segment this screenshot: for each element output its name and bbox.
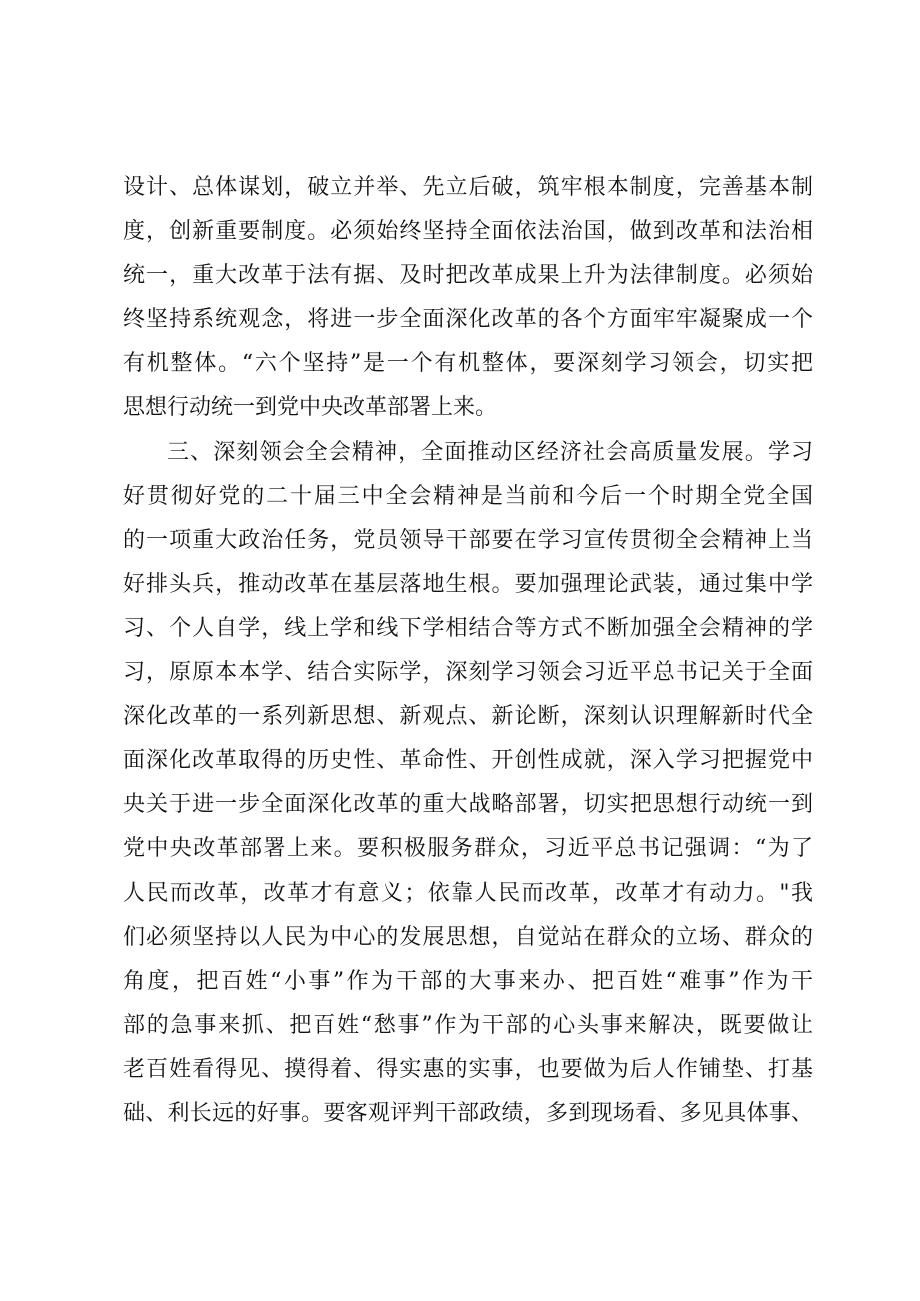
text-line: 习、个人自学，线上学和线下学相结合等方式不断加强全会精神的学	[123, 615, 813, 641]
text-line: 设计、总体谋划，破立并举、先立后破，筑牢根本制度，完善基本制	[123, 175, 813, 200]
text-line: 有机整体。“六个坚持”是一个有机整体，要深刻学习领会，切实把	[123, 351, 813, 377]
text-line: 央关于进一步全面深化改革的重大战略部署，切实把思想行动统一到	[123, 792, 813, 818]
text-line: 人民而改革，改革才有意义；依靠人民而改革，改革才有动力。"我	[123, 880, 813, 906]
text-line: 好贯彻好党的二十届三中全会精神是当前和今后一个时期全党全国	[123, 483, 813, 509]
section-heading-line: 三、深刻领会全会精神，全面推动区经济社会高质量发展。学习	[167, 439, 813, 465]
text-line: 度，创新重要制度。必须始终坚持全面依法治国，做到改革和法治相	[123, 219, 813, 245]
text-line: 老百姓看得见、摸得着、得实惠的实事，也要做为后人作铺垫、打基	[123, 1056, 813, 1082]
text-line: 思想行动统一到党中央改革部署上来。	[123, 395, 498, 421]
text-line: 角度，把百姓“小事”作为干部的大事来办、把百姓“难事”作为干	[123, 968, 813, 994]
text-line: 好排头兵，推动改革在基层落地生根。要加强理论武装，通过集中学	[123, 571, 813, 597]
text-line: 们必须坚持以人民为中心的发展思想，自觉站在群众的立场、群众的	[123, 924, 813, 950]
text-line: 统一，重大改革于法有据、及时把改革成果上升为法律制度。必须始	[123, 263, 813, 289]
text-line: 党中央改革部署上来。要积极服务群众，习近平总书记强调：“为了	[123, 836, 813, 862]
text-line: 部的急事来抓、把百姓“愁事”作为干部的心头事来解决，既要做让	[123, 1012, 813, 1038]
text-line: 终坚持系统观念，将进一步全面深化改革的各个方面牢牢凝聚成一个	[123, 307, 813, 333]
document-body	[123, 166, 813, 1136]
text-line: 的一项重大政治任务，党员领导干部要在学习宣传贯彻全会精神上当	[123, 527, 813, 553]
text-line: 础、利长远的好事。要客观评判干部政绩，多到现场看、多见具体事、	[123, 1100, 813, 1126]
text-line: 深化改革的一系列新思想、新观点、新论断，深刻认识理解新时代全	[123, 704, 813, 730]
text-line: 面深化改革取得的历史性、革命性、开创性成就，深入学习把握党中	[123, 748, 813, 774]
text-line: 习，原原本本学、结合实际学，深刻学习领会习近平总书记关于全面	[123, 660, 813, 686]
